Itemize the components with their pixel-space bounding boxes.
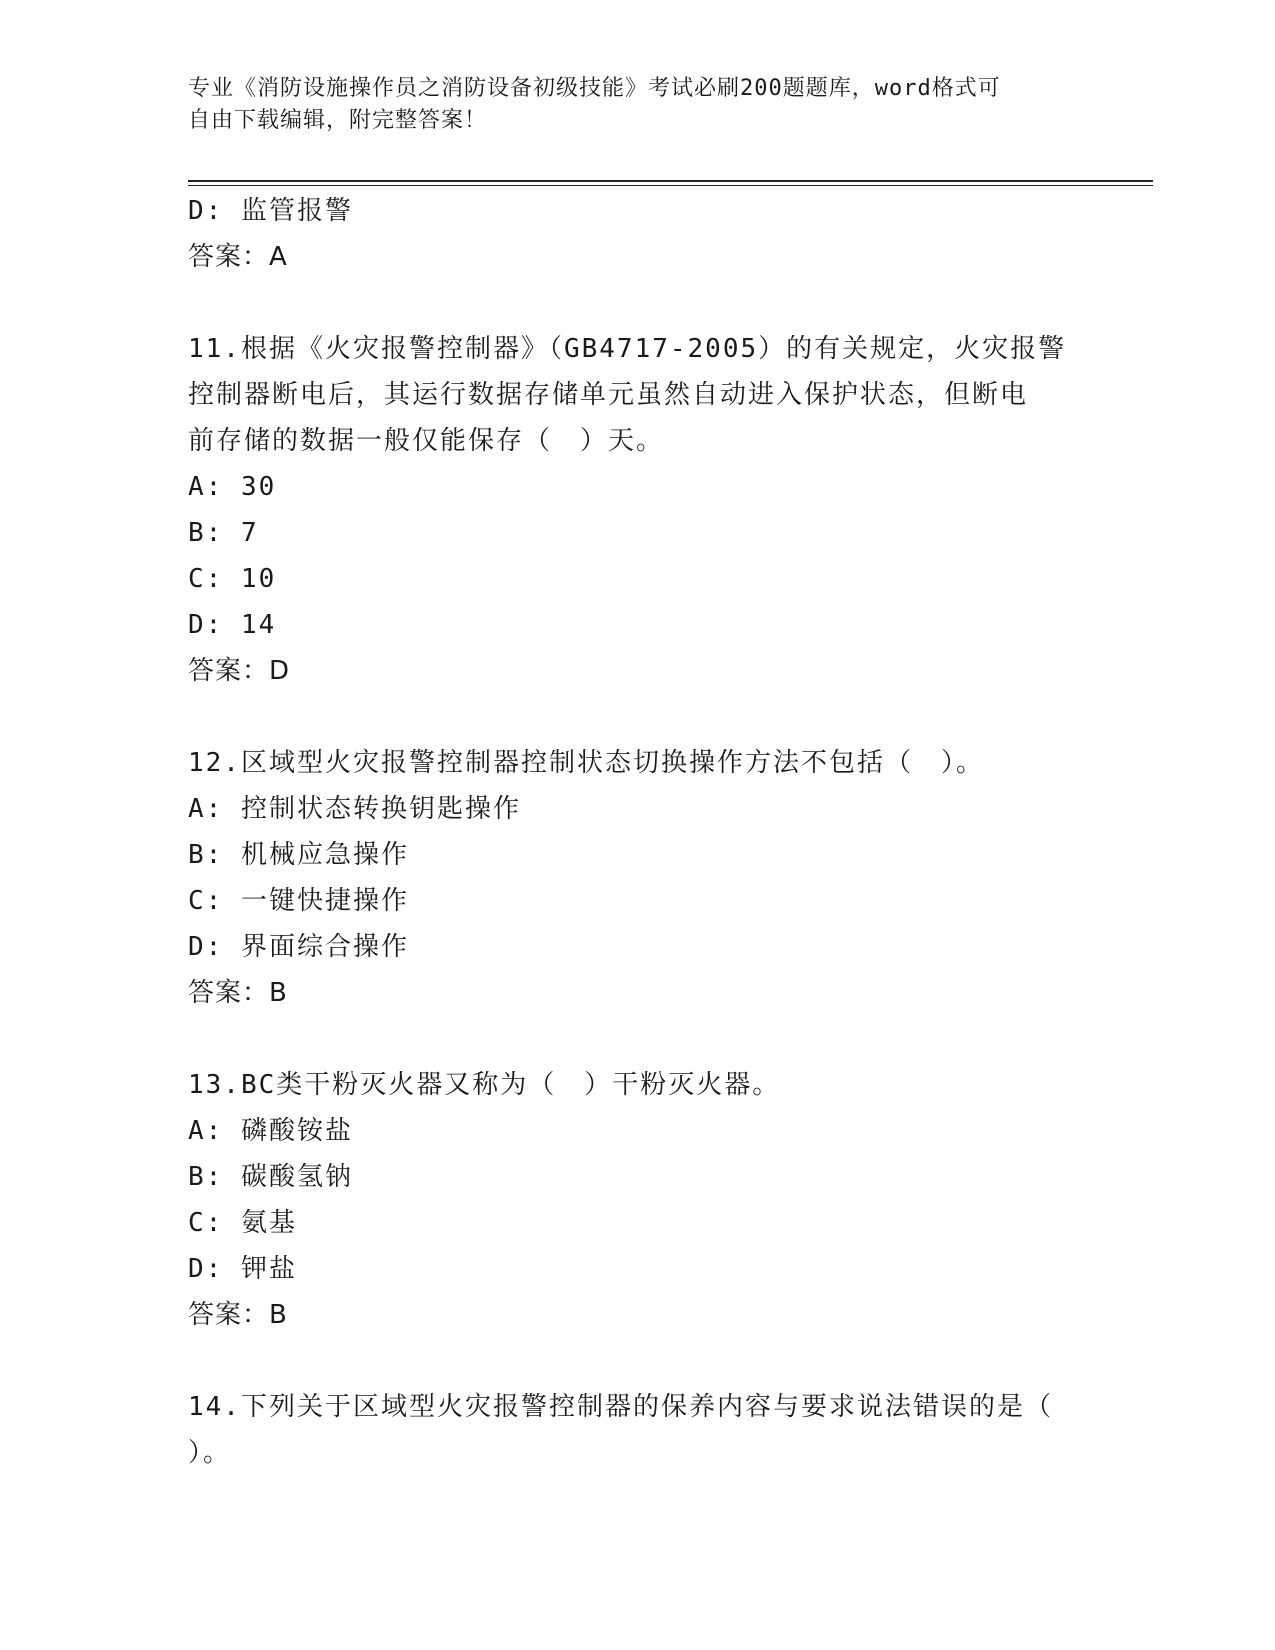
question-14-stem-line-1: 14.下列关于区域型火灾报警控制器的保养内容与要求说法错误的是（ [188, 1392, 1053, 1422]
question-13-option-b: B: 碳酸氢钠 [188, 1162, 353, 1192]
spacer [188, 1016, 1078, 1062]
header-line-2: 自由下载编辑，附完整答案！ [188, 108, 488, 133]
header-line-1: 专业《消防设施操作员之消防设备初级技能》考试必刷200题题库，word格式可 [188, 76, 1001, 101]
prev-option-d: D: 监管报警 [188, 196, 353, 226]
question-11-stem-line-1: 11.根据《火灾报警控制器》（GB4717-2005）的有关规定，火灾报警 [188, 334, 1067, 364]
question-11-option-d: D: 14 [188, 610, 277, 640]
question-13-stem-line-1: 13.BC类干粉灭火器又称为（ ）干粉灭火器。 [188, 1070, 781, 1100]
question-11-answer: 答案：D [188, 656, 291, 686]
header-rule-thick [188, 180, 1153, 182]
question-11-stem-line-2: 控制器断电后，其运行数据存储单元虽然自动进入保护状态，但断电 [188, 380, 1029, 410]
question-13-option-c: C: 氨基 [188, 1208, 297, 1238]
question-12-answer: 答案：B [188, 978, 288, 1008]
question-12-option-b: B: 机械应急操作 [188, 840, 409, 870]
question-11 [188, 326, 1078, 694]
header-rule-thin [188, 185, 1153, 186]
question-12-option-d: D: 界面综合操作 [188, 932, 409, 962]
question-12-option-c: C: 一键快捷操作 [188, 886, 409, 916]
question-12-option-a: A: 控制状态转换钥匙操作 [188, 794, 521, 824]
spacer [188, 280, 1078, 326]
question-13-answer: 答案：B [188, 1300, 288, 1330]
prev-answer: 答案：A [188, 242, 288, 272]
question-14 [188, 1384, 1078, 1476]
question-list [188, 188, 1078, 1476]
spacer [188, 1338, 1078, 1384]
question-13 [188, 1062, 1078, 1338]
question-13-option-a: A: 磷酸铵盐 [188, 1116, 353, 1146]
question-13-option-d: D: 钾盐 [188, 1254, 297, 1284]
question-14-stem-line-2: ）。 [188, 1438, 232, 1468]
question-11-option-b: B: 7 [188, 518, 259, 548]
page-header [188, 73, 1068, 137]
question-11-option-c: C: 10 [188, 564, 277, 594]
question-12-stem-line-1: 12.区域型火灾报警控制器控制状态切换操作方法不包括（ ）。 [188, 748, 984, 778]
question-11-stem-line-3: 前存储的数据一般仅能保存（ ）天。 [188, 426, 665, 456]
question-11-option-a: A: 30 [188, 472, 277, 502]
spacer [188, 694, 1078, 740]
question-12 [188, 740, 1078, 1016]
